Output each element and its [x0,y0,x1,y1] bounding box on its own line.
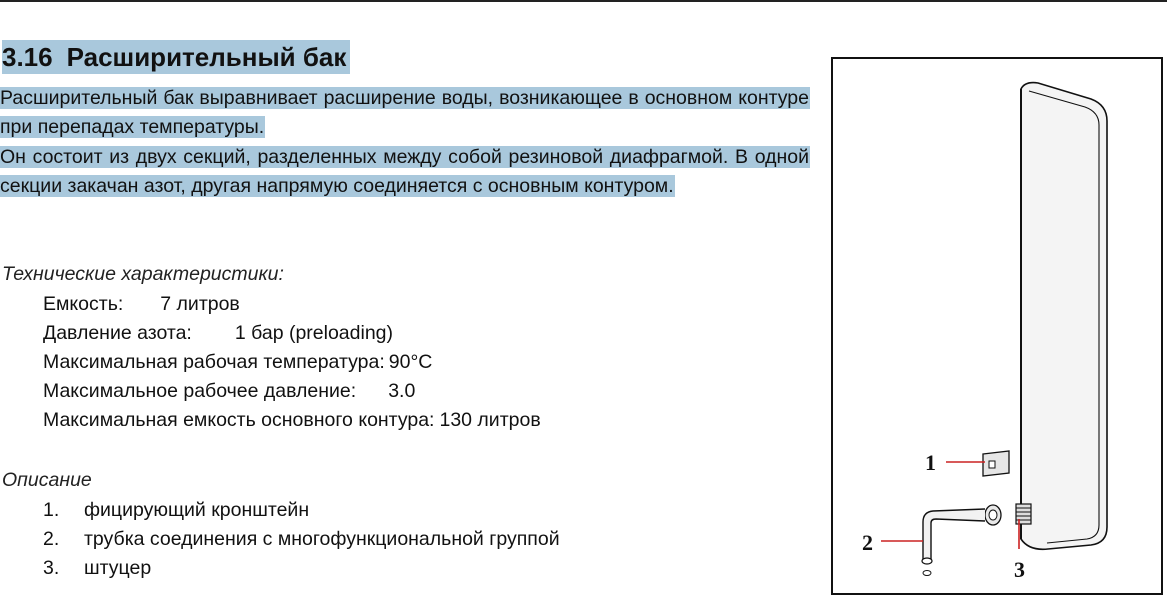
spec-row-max-pressure [43,377,541,406]
tank-body [1021,83,1107,550]
description-item [43,554,560,583]
spec-value: 3.0 [388,380,416,402]
description-title: Описание [2,469,92,491]
paragraph-structure-text: Он состоит из двух секций, разделенных между собой резиновой диафрагмой. В одной секции закачан азот, другая напрямую соединяется с основным контуром. [0,146,809,197]
description-item-number: 1. [43,499,60,521]
connection-pipe [922,505,1001,576]
spec-value: 1 бар (preloading) [234,322,394,344]
spec-value: 7 литров [160,293,240,315]
paragraph-purpose-text: Расширительный бак выравнивает расширение воды, возникающее в основном контуре при перепадах температуры. [0,87,809,138]
specs-list [43,290,541,435]
description-item [43,496,560,525]
callout-1: 1 [925,450,936,475]
description-item-text: фицирующий кронштейн [84,499,310,521]
description-item [43,525,560,554]
specs-title: Технические характеристики: [2,263,284,285]
section-heading [2,40,350,74]
spec-label: Максимальная рабочая температура: [43,351,385,373]
top-rule [0,0,1167,2]
description-list [43,496,560,583]
spec-row-max-circuit-capacity [43,406,541,435]
description-item-text: штуцер [84,557,152,579]
callout-3: 3 [1014,557,1025,582]
description-item-number: 3. [43,557,60,579]
spec-row-nitrogen-pressure [43,319,541,348]
expansion-tank-figure [831,57,1163,595]
spec-label: Емкость: [43,293,124,315]
spec-row-capacity [43,290,541,319]
description-item-text: трубка соединения с многофункциональной группой [84,528,560,550]
paragraph-purpose [0,84,810,142]
section-number: 3.16 [2,42,53,72]
spec-value: 90°C [388,351,433,373]
description-item-number: 2. [43,528,60,550]
callout-2: 2 [862,530,873,555]
spec-label: Максимальная емкость основного контура: [43,409,435,431]
bracket-hole [989,461,995,468]
spec-row-max-temperature [43,348,541,377]
expansion-tank-drawing [833,59,1165,597]
spec-label: Максимальное рабочее давление: [43,380,357,402]
spec-value: 130 литров [439,409,541,431]
paragraph-structure [0,143,810,201]
section-title: Расширительный бак [66,42,347,72]
bracket [983,451,1009,476]
spec-label: Давление азота: [43,322,192,344]
